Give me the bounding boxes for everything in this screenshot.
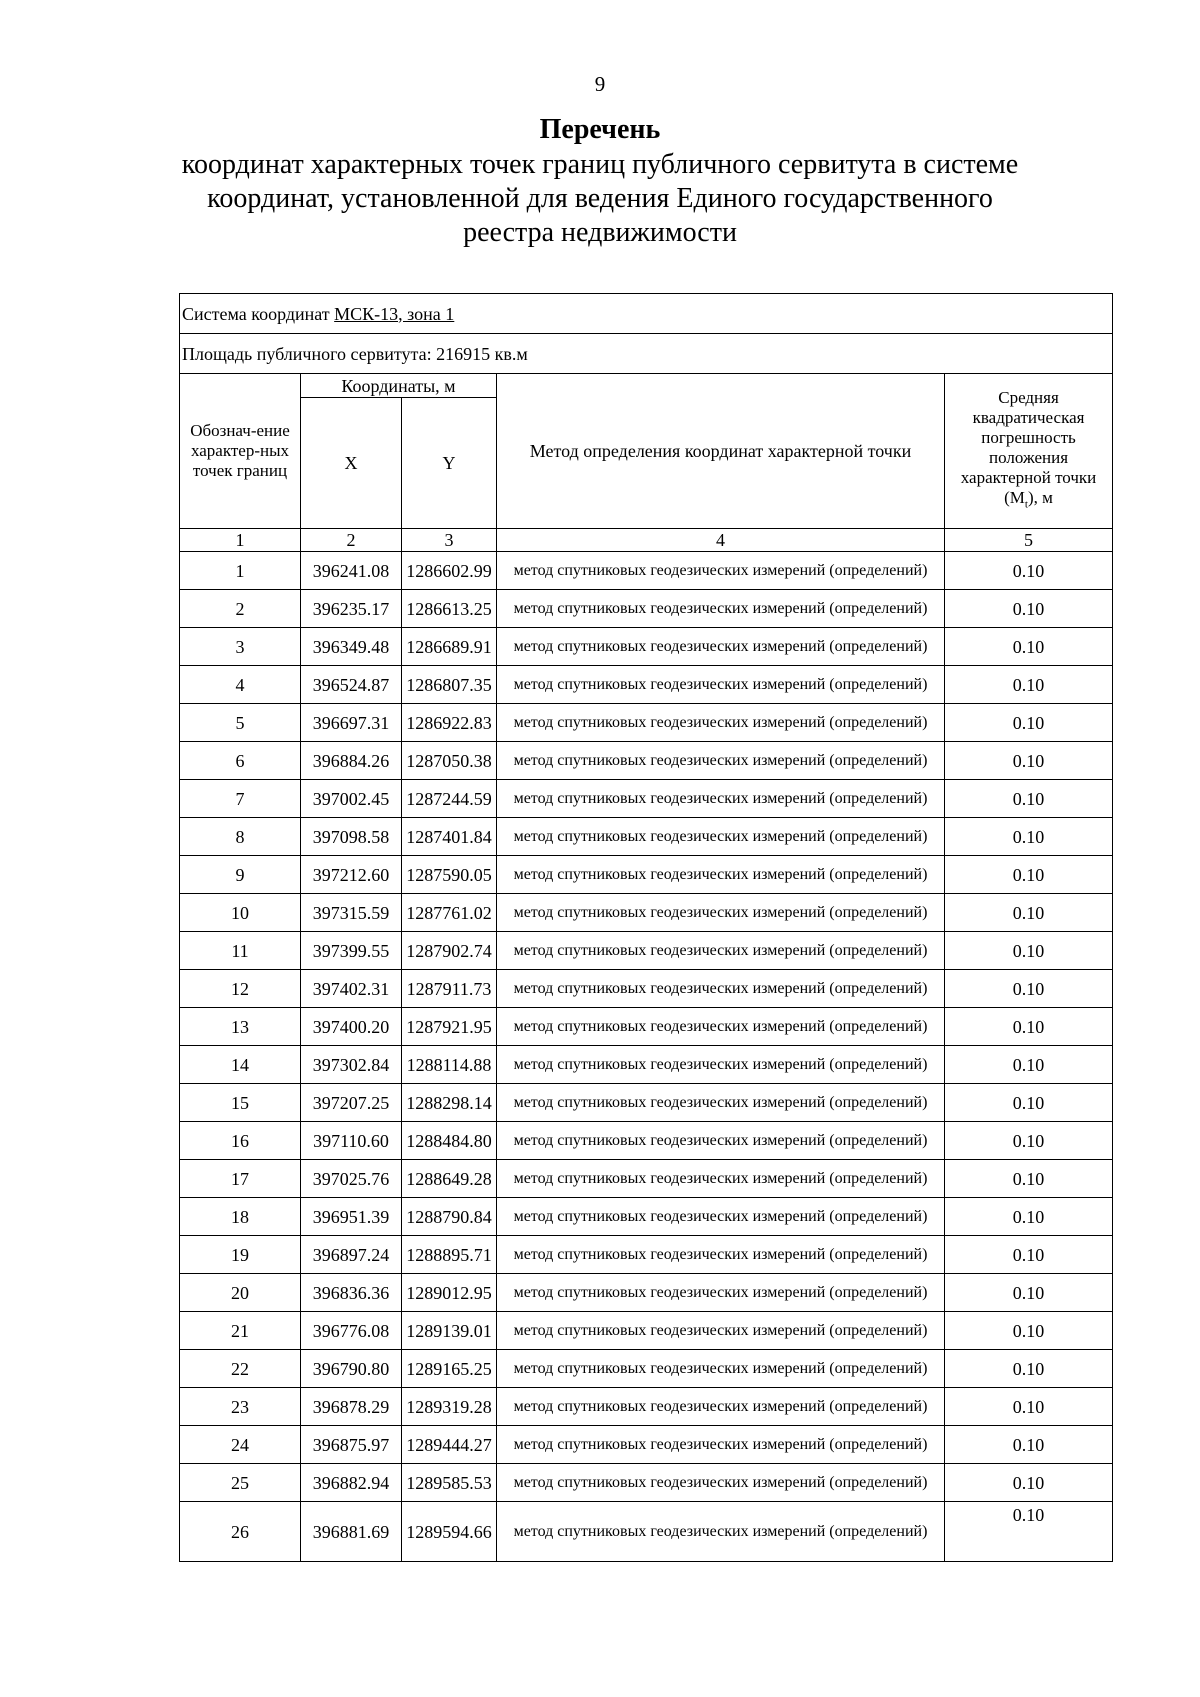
table-row: [180, 780, 1113, 818]
table-row: [180, 1008, 1113, 1046]
table-row: [180, 894, 1113, 932]
point-number: 23: [180, 1388, 301, 1426]
header-x: X: [301, 398, 402, 529]
coord-y: 1289319.28: [402, 1388, 497, 1426]
point-number: 22: [180, 1350, 301, 1388]
coord-x: 397207.25: [301, 1084, 402, 1122]
coord-y: 1287921.95: [402, 1008, 497, 1046]
table-row: [180, 856, 1113, 894]
method: метод спутниковых геодезических измерений (определений): [497, 932, 945, 970]
coordinates-table: [179, 293, 1113, 1562]
coord-y: 1289444.27: [402, 1426, 497, 1464]
point-number: 14: [180, 1046, 301, 1084]
coord-x: 396776.08: [301, 1312, 402, 1350]
coord-x: 396897.24: [301, 1236, 402, 1274]
method: метод спутниковых геодезических измерений (определений): [497, 780, 945, 818]
method: метод спутниковых геодезических измерений (определений): [497, 1350, 945, 1388]
coord-y: 1289594.66: [402, 1502, 497, 1562]
method: метод спутниковых геодезических измерений (определений): [497, 1084, 945, 1122]
method: метод спутниковых геодезических измерений (определений): [497, 1464, 945, 1502]
coord-y: 1286807.35: [402, 666, 497, 704]
method: метод спутниковых геодезических измерений (определений): [497, 1008, 945, 1046]
error-value: 0.10: [945, 628, 1113, 666]
table-row: [180, 1198, 1113, 1236]
error-value: 0.10: [945, 970, 1113, 1008]
method: метод спутниковых геодезических измерений (определений): [497, 628, 945, 666]
table-row: [180, 704, 1113, 742]
error-value: 0.10: [945, 1236, 1113, 1274]
error-value: 0.10: [945, 818, 1113, 856]
column-number: 1: [180, 529, 301, 552]
coord-x: 396241.08: [301, 552, 402, 590]
table-row: [180, 818, 1113, 856]
coordinate-system-name: МСК-13, зона 1: [334, 303, 455, 324]
point-number: 4: [180, 666, 301, 704]
easement-area: Площадь публичного сервитута: 216915 кв.м: [180, 334, 1113, 374]
error-value: 0.10: [945, 1388, 1113, 1426]
error-value: 0.10: [945, 552, 1113, 590]
error-value: 0.10: [945, 1312, 1113, 1350]
method: метод спутниковых геодезических измерений (определений): [497, 1160, 945, 1198]
coord-x: 397025.76: [301, 1160, 402, 1198]
coord-y: 1288895.71: [402, 1236, 497, 1274]
header-y: Y: [402, 398, 497, 529]
coord-y: 1288649.28: [402, 1160, 497, 1198]
header-coordinates-group: Координаты, м: [301, 374, 497, 398]
column-number: 2: [301, 529, 402, 552]
coord-x: 396836.36: [301, 1274, 402, 1312]
coord-y: 1289165.25: [402, 1350, 497, 1388]
point-number: 17: [180, 1160, 301, 1198]
coord-x: 396697.31: [301, 704, 402, 742]
point-number: 2: [180, 590, 301, 628]
coord-x: 396790.80: [301, 1350, 402, 1388]
coord-y: 1287902.74: [402, 932, 497, 970]
coordinate-system-label: Система координат: [182, 303, 335, 324]
method: метод спутниковых геодезических измерений (определений): [497, 1426, 945, 1464]
error-value: 0.10: [945, 742, 1113, 780]
point-number: 13: [180, 1008, 301, 1046]
coord-x: 396524.87: [301, 666, 402, 704]
coord-y: 1288484.80: [402, 1122, 497, 1160]
column-number: 4: [497, 529, 945, 552]
method: метод спутниковых геодезических измерений (определений): [497, 704, 945, 742]
coord-x: 396875.97: [301, 1426, 402, 1464]
point-number: 20: [180, 1274, 301, 1312]
error-value: 0.10: [945, 590, 1113, 628]
header-method: Метод определения координат характерной точки: [497, 374, 945, 529]
header-designation: Обознач-ение характер-ных точек границ: [180, 374, 301, 529]
method: метод спутниковых геодезических измерений (определений): [497, 590, 945, 628]
coord-y: 1288298.14: [402, 1084, 497, 1122]
coord-y: 1286602.99: [402, 552, 497, 590]
area-row: [180, 334, 1113, 374]
method: метод спутниковых геодезических измерений (определений): [497, 742, 945, 780]
error-value: 0.10: [945, 1122, 1113, 1160]
error-value: 0.10: [945, 1426, 1113, 1464]
point-number: 21: [180, 1312, 301, 1350]
table-row: [180, 666, 1113, 704]
error-value: 0.10: [945, 1274, 1113, 1312]
coord-x: 396882.94: [301, 1464, 402, 1502]
column-number: 5: [945, 529, 1113, 552]
table-row: [180, 1084, 1113, 1122]
coord-y: 1287590.05: [402, 856, 497, 894]
point-number: 24: [180, 1426, 301, 1464]
table-row: [180, 552, 1113, 590]
point-number: 16: [180, 1122, 301, 1160]
coord-x: 397315.59: [301, 894, 402, 932]
coord-y: 1288114.88: [402, 1046, 497, 1084]
point-number: 1: [180, 552, 301, 590]
table-row: [180, 1350, 1113, 1388]
method: метод спутниковых геодезических измерений (определений): [497, 1046, 945, 1084]
coord-x: 396235.17: [301, 590, 402, 628]
header-error-main: Средняя квадратическая погрешность положения характерной точки (M: [960, 387, 1097, 507]
point-number: 19: [180, 1236, 301, 1274]
coord-y: 1286613.25: [402, 590, 497, 628]
method: метод спутниковых геодезических измерений (определений): [497, 1274, 945, 1312]
point-number: 15: [180, 1084, 301, 1122]
coord-y: 1287401.84: [402, 818, 497, 856]
point-number: 25: [180, 1464, 301, 1502]
method: метод спутниковых геодезических измерений (определений): [497, 1198, 945, 1236]
table-row: [180, 1046, 1113, 1084]
error-value: 0.10: [945, 894, 1113, 932]
point-number: 11: [180, 932, 301, 970]
table-row: [180, 1312, 1113, 1350]
coord-x: 397098.58: [301, 818, 402, 856]
page-number: 9: [594, 72, 606, 96]
table-row: [180, 1160, 1113, 1198]
error-value: 0.10: [945, 1502, 1113, 1562]
system-row: [180, 294, 1113, 334]
coord-x: 397212.60: [301, 856, 402, 894]
coord-x: 397399.55: [301, 932, 402, 970]
point-number: 6: [180, 742, 301, 780]
error-value: 0.10: [945, 1198, 1113, 1236]
header-error: [945, 374, 1113, 529]
point-number: 26: [180, 1502, 301, 1562]
coord-x: 396878.29: [301, 1388, 402, 1426]
method: метод спутниковых геодезических измерений (определений): [497, 1312, 945, 1350]
error-value: 0.10: [945, 1046, 1113, 1084]
table-row: [180, 742, 1113, 780]
point-number: 7: [180, 780, 301, 818]
error-value: 0.10: [945, 932, 1113, 970]
header-row-1: [180, 374, 1113, 398]
error-value: 0.10: [945, 704, 1113, 742]
table-row: [180, 590, 1113, 628]
coord-x: 397402.31: [301, 970, 402, 1008]
error-value: 0.10: [945, 1008, 1113, 1046]
point-number: 5: [180, 704, 301, 742]
error-value: 0.10: [945, 856, 1113, 894]
table-row: [180, 1122, 1113, 1160]
coord-x: 397302.84: [301, 1046, 402, 1084]
coord-y: 1287761.02: [402, 894, 497, 932]
point-number: 10: [180, 894, 301, 932]
table-row: [180, 1426, 1113, 1464]
table-row: [180, 1502, 1113, 1562]
method: метод спутниковых геодезических измерений (определений): [497, 970, 945, 1008]
column-number: 3: [402, 529, 497, 552]
method: метод спутниковых геодезических измерений (определений): [497, 894, 945, 932]
coord-y: 1289139.01: [402, 1312, 497, 1350]
method: метод спутниковых геодезических измерений (определений): [497, 856, 945, 894]
coord-y: 1289012.95: [402, 1274, 497, 1312]
table-row: [180, 1236, 1113, 1274]
coord-y: 1287050.38: [402, 742, 497, 780]
table-row: [180, 1388, 1113, 1426]
coord-y: 1289585.53: [402, 1464, 497, 1502]
error-value: 0.10: [945, 1084, 1113, 1122]
coordinate-system-cell: [180, 294, 1113, 334]
coord-y: 1287244.59: [402, 780, 497, 818]
method: метод спутниковых геодезических измерений (определений): [497, 1388, 945, 1426]
document-subtitle: координат характерных точек границ публичного сервитута в системе координат, установленной для ведения Единого государственного реестра недвижимости: [181, 149, 1019, 248]
coord-x: 396349.48: [301, 628, 402, 666]
error-value: 0.10: [945, 666, 1113, 704]
error-value: 0.10: [945, 1464, 1113, 1502]
method: метод спутниковых геодезических измерений (определений): [497, 1236, 945, 1274]
table-row: [180, 628, 1113, 666]
method: метод спутниковых геодезических измерений (определений): [497, 552, 945, 590]
point-number: 12: [180, 970, 301, 1008]
point-number: 9: [180, 856, 301, 894]
point-number: 18: [180, 1198, 301, 1236]
table-row: [180, 932, 1113, 970]
method: метод спутниковых геодезических измерений (определений): [497, 1502, 945, 1562]
error-value: 0.10: [945, 1160, 1113, 1198]
method: метод спутниковых геодезических измерений (определений): [497, 666, 945, 704]
method: метод спутниковых геодезических измерений (определений): [497, 1122, 945, 1160]
header-error-sub: t: [1024, 498, 1028, 511]
table-row: [180, 970, 1113, 1008]
table-row: [180, 1464, 1113, 1502]
coord-x: 396951.39: [301, 1198, 402, 1236]
point-number: 3: [180, 628, 301, 666]
coord-x: 396884.26: [301, 742, 402, 780]
coord-x: 397400.20: [301, 1008, 402, 1046]
error-value: 0.10: [945, 780, 1113, 818]
method: метод спутниковых геодезических измерений (определений): [497, 818, 945, 856]
header-error-tail: ), м: [1027, 487, 1053, 507]
error-value: 0.10: [945, 1350, 1113, 1388]
document-title: Перечень: [539, 114, 661, 145]
column-numbers-row: [180, 529, 1113, 552]
coord-y: 1287911.73: [402, 970, 497, 1008]
table-row: [180, 1274, 1113, 1312]
point-number: 8: [180, 818, 301, 856]
coord-y: 1286922.83: [402, 704, 497, 742]
coord-x: 396881.69: [301, 1502, 402, 1562]
coord-x: 397002.45: [301, 780, 402, 818]
coord-y: 1288790.84: [402, 1198, 497, 1236]
coord-x: 397110.60: [301, 1122, 402, 1160]
coord-y: 1286689.91: [402, 628, 497, 666]
